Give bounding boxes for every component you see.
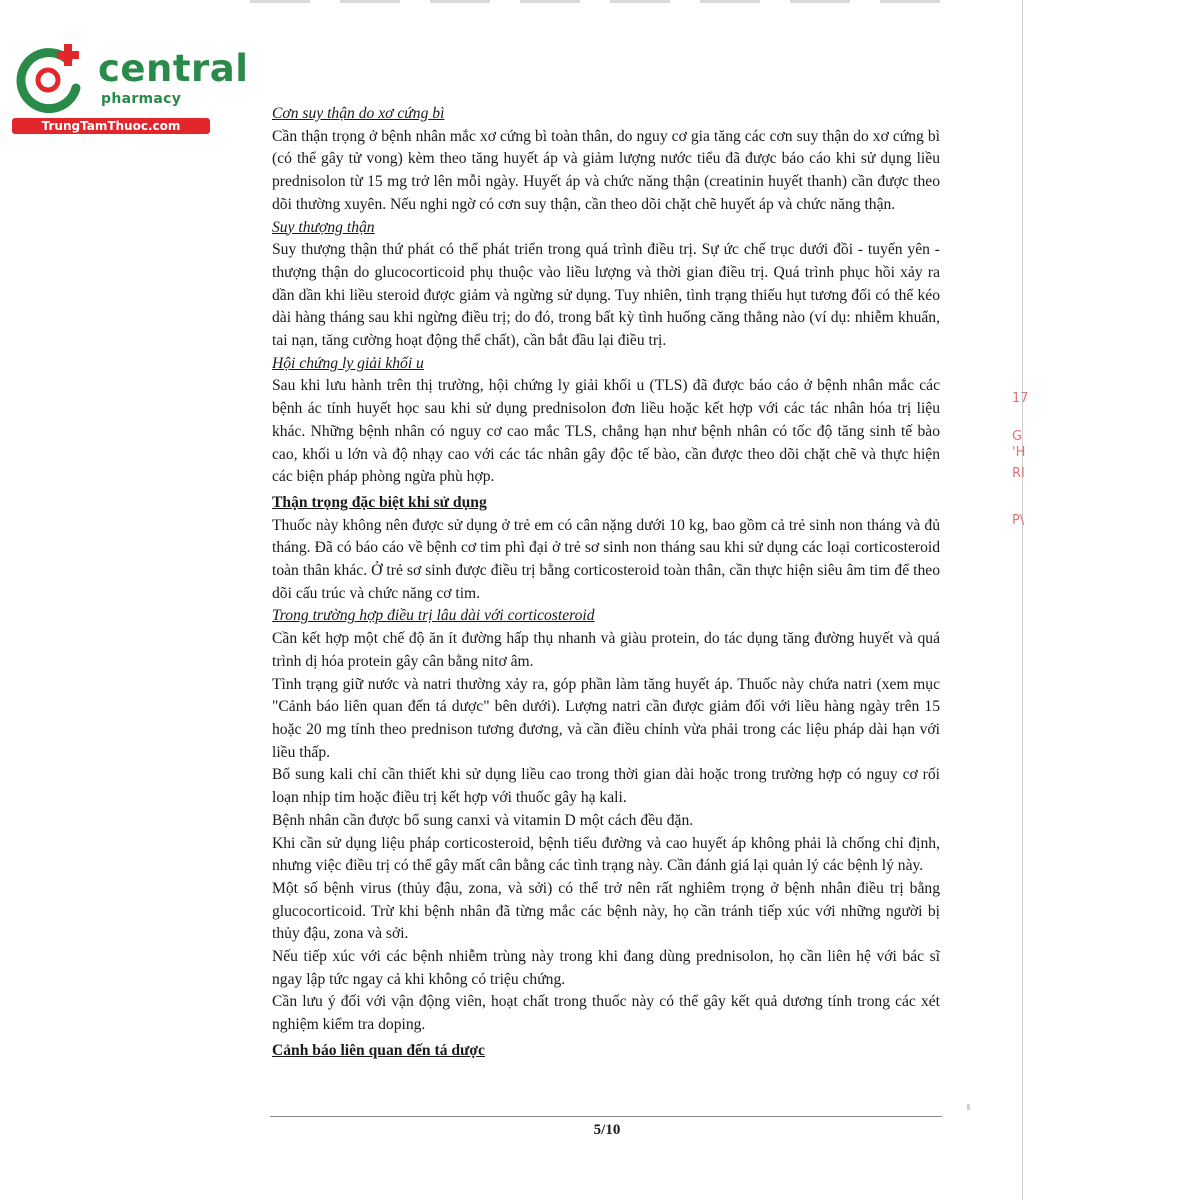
section-heading: Thận trọng đặc biệt khi sử dụng (272, 493, 487, 511)
paragraph: Bệnh nhân cần được bổ sung canxi và vitamin D một cách đều đặn. (272, 811, 694, 829)
logo-sub-text: pharmacy (101, 91, 182, 107)
section-subheading: Hội chứng ly giải khối u (272, 354, 424, 372)
paragraph: Một số bệnh virus (thủy đậu, zona, và sởi) có thể trở nên rất nghiêm trọng ở bệnh nhân điều trị bằng glucocorticoid. Trừ khi bệnh nhân đã từng mắc các bệnh này, họ cần tránh tiếp xúc với những người bị thủy đậu, zona và sởi. (272, 879, 940, 943)
footer-divider (270, 1116, 942, 1117)
paragraph: Suy thượng thận thứ phát có thể phát triển trong quá trình điều trị. Sự ức chế trục dưới đồi - tuyến yên - thượng thận do glucocorticoid phụ thuộc vào liều lượng và thời gian điều trị. Quá trình phục hồi xảy ra dần dần khi liều steroid được giảm và ngừng sử dụng. Tuy nhiên, tình trạng thiếu hụt tương đối có thể kéo dài hàng tháng sau khi ngừng điều trị; do đó, trong bất kỳ tình huống căng thẳng nào (ví dụ: nhiễm khuẩn, tai nạn, tăng cường hoạt động thể chất), cần bắt đầu lại điều trị. (272, 241, 940, 350)
section-heading: Cảnh báo liên quan đến tá dược (272, 1041, 485, 1059)
page-edge-line (1022, 0, 1023, 1200)
logo-site-badge: TrungTamThuoc.com (12, 118, 210, 134)
paragraph: Sau khi lưu hành trên thị trường, hội chứng ly giải khối u (TLS) đã được báo cáo ở bệnh nhân mắc các bệnh ác tính huyết học sau khi sử dụng prednisolon đơn liều hoặc kết hợp với các tác nhân hóa trị liệu khác. Những bệnh nhân có nguy cơ cao mắc TLS, chẳng hạn như bệnh nhân có tốc độ tăng sinh tế bào cao, khối u lớn và độ nhạy cao với các tác nhân gây độc tế bào, cần được theo dõi chặt chẽ và thực hiện các biện pháp phòng ngừa phù hợp. (272, 377, 940, 486)
scan-top-marks (250, 0, 950, 3)
paragraph: Cần thận trọng ở bệnh nhân mắc xơ cứng bì toàn thân, do nguy cơ gia tăng các cơn suy thận do xơ cứng bì (có thể gây tử vong) kèm theo tăng huyết áp và giảm lượng nước tiểu đã được báo cáo khi sử dụng liều prednisolon từ 15 mg trở lên mỗi ngày. Huyết áp và chức năng thận (creatinin huyết thanh) cần được theo dõi thường xuyên. Nếu nghi ngờ có cơn suy thận, cần theo dõi chặt chẽ huyết áp và chức năng thận. (272, 127, 940, 213)
paragraph: Nếu tiếp xúc với các bệnh nhiễm trùng này trong khi đang dùng prednisolon, họ cần liên hệ với bác sĩ ngay lập tức ngay cả khi không có triệu chứng. (272, 948, 940, 988)
stamp-mark: 'H (1012, 445, 1026, 460)
stamp-mark: P\ (1012, 513, 1025, 528)
section-subheading: Trong trường hợp điều trị lâu dài với corticosteroid (272, 607, 595, 625)
brand-logo[interactable] (10, 38, 249, 138)
scan-dot (967, 1104, 970, 1110)
paragraph: Cần kết hợp một chế độ ăn ít đường hấp thụ nhanh và giàu protein, do tác dụng tăng đường huyết và quá trình dị hóa protein gây cân bằng nitơ âm. (272, 630, 940, 670)
section-subheading: Cơn suy thận do xơ cứng bì (272, 105, 445, 122)
paragraph: Khi cần sử dụng liệu pháp corticosteroid, bệnh tiểu đường và cao huyết áp không phải là chống chỉ định, nhưng việc điều trị có thể gây mất cân bằng các tình trạng này. Cần đánh giá lại quản lý các bệnh lý này. (272, 834, 940, 875)
paragraph: Cần lưu ý đối với vận động viên, hoạt chất trong thuốc này có thể gây kết quả dương tính trong các xét nghiệm kiểm tra doping. (272, 993, 940, 1034)
stamp-mark: 17 (1012, 391, 1029, 406)
stamp-mark: RI (1012, 466, 1025, 481)
document-body (272, 103, 940, 1063)
paragraph: Tình trạng giữ nước và natri thường xảy ra, góp phần làm tăng huyết áp. Thuốc này chứa natri (xem mục "Cảnh báo liên quan đến tá dược" bên dưới). Lượng natri cần được giảm đối với liều hàng ngày trên 15 hoặc 20 mg tính theo prednison tương đương, và cần điều chỉnh vừa phải trong các liệu pháp dài hạn với liều thấp. (272, 675, 940, 761)
pharmacy-cross-icon (10, 38, 90, 118)
stamp-mark: G (1012, 429, 1023, 444)
page-number: 5/10 (593, 1122, 621, 1138)
paragraph: Bổ sung kali chỉ cần thiết khi sử dụng liều cao trong thời gian dài hoặc trong trường hợp có nguy cơ rối loạn nhịp tim hoặc điều trị kết hợp với thuốc gây hạ kali. (272, 766, 940, 807)
paragraph: Thuốc này không nên được sử dụng ở trẻ em có cân nặng dưới 10 kg, bao gồm cả trẻ sinh non tháng và đủ tháng. Đã có báo cáo về bệnh cơ tim phì đại ở trẻ sơ sinh non tháng sau khi sử dụng các loại corticosteroid toàn thân khác. Ở trẻ sơ sinh được điều trị bằng corticosteroid toàn thân, cần thực hiện siêu âm tim để theo dõi cấu trúc và chức năng cơ tim. (272, 516, 940, 602)
logo-brand-text: central (98, 47, 249, 90)
section-subheading: Suy thượng thận (272, 218, 375, 236)
